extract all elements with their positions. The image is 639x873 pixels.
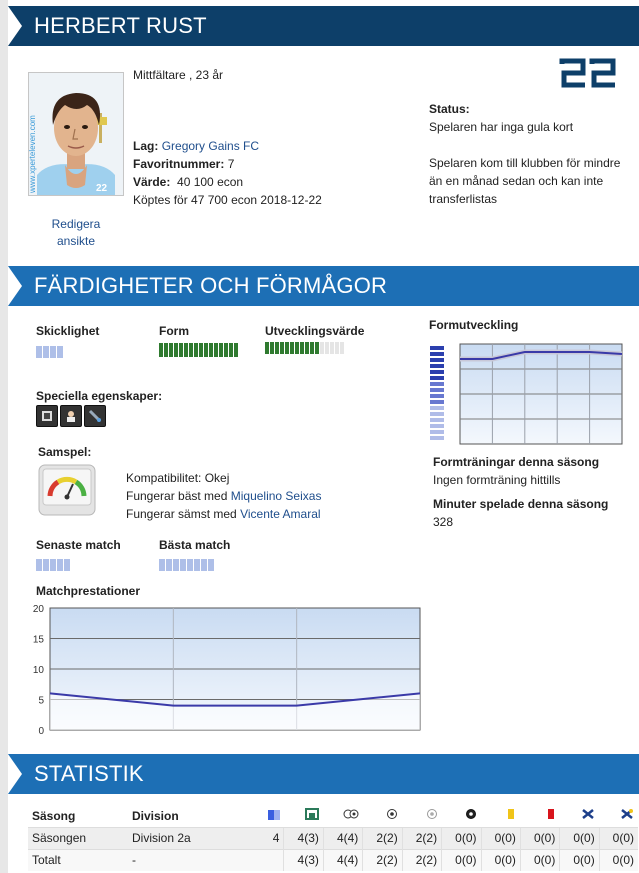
special-trait-icon-3[interactable] (84, 405, 106, 427)
player-number-icon (558, 56, 620, 93)
best-with-player-link[interactable]: Miquelino Seixas (230, 489, 322, 503)
y-tick-label: 0 (38, 726, 44, 737)
level-segment (36, 346, 42, 358)
status-line-2: Spelaren kom till klubben för mindre än en månad sedan och kan inte transferlistas (429, 156, 621, 206)
special-icons (36, 405, 106, 427)
stat-cell: 4(3) (284, 849, 323, 871)
utveckling-label: Utvecklingsvärde (265, 324, 365, 338)
stats-header-row (28, 805, 638, 827)
special-trait-icon-2[interactable] (60, 405, 82, 427)
col-two-balls-icon (323, 805, 362, 827)
player-page (8, 4, 639, 873)
level-segment (179, 343, 183, 357)
stat-cell: 4 (258, 827, 284, 849)
status-line-1: Spelaren har inga gula kort (429, 120, 574, 134)
form-level-segment (430, 376, 444, 380)
y-tick-label: 20 (32, 604, 44, 615)
col-division: Division (132, 808, 179, 823)
status-label: Status: (429, 102, 470, 116)
stat-cell: 0(0) (481, 827, 520, 849)
level-segment (166, 559, 172, 571)
stat-cell (258, 849, 284, 871)
stat-cell: 0(0) (520, 827, 559, 849)
fav-value: 7 (227, 157, 235, 171)
stat-cell: 0(0) (599, 827, 638, 849)
level-segment (325, 342, 329, 354)
level-segment (204, 343, 208, 357)
form-level-segment (430, 418, 444, 422)
skicklighet-label: Skicklighet (36, 324, 100, 338)
level-segment (169, 343, 173, 357)
form-level-segment (430, 352, 444, 356)
level-segment (295, 342, 299, 354)
level-segment (57, 346, 63, 358)
form-level-segment (430, 346, 444, 350)
value-label: Värde: (133, 175, 171, 189)
team-row (133, 137, 322, 155)
level-segment (189, 343, 193, 357)
stat-cell: 4(4) (323, 849, 362, 871)
form-level-segment (430, 412, 444, 416)
col-ball-light-icon (402, 805, 441, 827)
stat-cell: 2(2) (402, 849, 441, 871)
level-segment (64, 559, 70, 571)
level-segment (315, 342, 319, 354)
level-segment (36, 559, 42, 571)
division-cell: - (128, 849, 258, 871)
stats-table (28, 805, 638, 871)
fav-label: Favoritnummer: (133, 157, 225, 171)
level-segment (290, 342, 294, 354)
y-tick-label: 10 (32, 665, 44, 676)
samspel-label: Samspel: (38, 445, 92, 459)
minutes-label: Minuter spelade denna säsong (433, 497, 609, 511)
level-segment (201, 559, 207, 571)
skills-title: FÄRDIGHETER OCH FÖRMÅGOR (34, 273, 388, 298)
stat-cell: 2(2) (363, 827, 402, 849)
col-season: Säsong (32, 808, 76, 823)
level-segment (330, 342, 334, 354)
level-segment (280, 342, 284, 354)
level-segment (310, 342, 314, 354)
compatibility-gauge-icon (38, 464, 96, 519)
col-ball-icon (363, 805, 402, 827)
level-segment (50, 346, 56, 358)
role-age: Mittfältare , 23 år (133, 68, 224, 82)
level-segment (214, 343, 218, 357)
level-segment (184, 343, 188, 357)
col-ball-dark-icon (442, 805, 481, 827)
form-level-segment (430, 400, 444, 404)
best-match-label: Bästa match (159, 538, 231, 552)
last-match-bar (36, 557, 70, 571)
stat-cell: 0(0) (520, 849, 559, 871)
edit-face-link[interactable]: Redigera ansikte (51, 217, 101, 248)
value-row (133, 173, 322, 191)
player-header (8, 6, 639, 46)
form-level-segment (430, 406, 444, 410)
formtrain-label: Formträningar denna säsong (433, 455, 600, 469)
minutes-value: 328 (433, 515, 454, 529)
skills-header (8, 266, 639, 306)
samspel-info (126, 469, 321, 523)
compatibility-text: Kompatibilitet: Okej (126, 471, 230, 485)
division-cell: Division 2a (128, 827, 258, 849)
player-name: HERBERT RUST (34, 13, 207, 38)
col-red-card-icon (520, 805, 559, 827)
form-level-segment (430, 358, 444, 362)
form-level-segment (430, 388, 444, 392)
form-development-chart (428, 340, 624, 448)
stat-cell: 0(0) (560, 849, 599, 871)
utveckling-bar (265, 340, 344, 354)
table-row (28, 827, 638, 849)
col-games-icon (258, 805, 284, 827)
stat-cell: 4(3) (284, 827, 323, 849)
special-label: Speciella egenskaper: (36, 389, 163, 403)
form-level-segment (430, 382, 444, 386)
level-segment (57, 559, 63, 571)
team-label: Lag: (133, 139, 159, 153)
level-segment (229, 343, 233, 357)
col-cross-icon (560, 805, 599, 827)
level-segment (335, 342, 339, 354)
status-block (429, 100, 629, 208)
level-segment (300, 342, 304, 354)
match-performance-chart (22, 602, 422, 736)
level-segment (187, 559, 193, 571)
stats-header (8, 754, 639, 794)
table-row (28, 849, 638, 871)
stat-cell: 4(4) (323, 827, 362, 849)
season-cell: Säsongen (28, 827, 128, 849)
fav-row (133, 155, 322, 173)
formtrain-value: Ingen formträning hittills (433, 473, 561, 487)
header-notch-icon (8, 754, 30, 794)
level-segment (305, 342, 309, 354)
form-level-segment (430, 394, 444, 398)
level-segment (275, 342, 279, 354)
level-segment (219, 343, 223, 357)
col-cross-star-icon (599, 805, 638, 827)
form-level-segment (430, 436, 444, 440)
level-segment (340, 342, 344, 354)
level-segment (173, 559, 179, 571)
level-segment (50, 559, 56, 571)
stat-cell: 0(0) (599, 849, 638, 871)
y-tick-label: 5 (38, 695, 44, 707)
form-label: Form (159, 324, 189, 338)
level-segment (285, 342, 289, 354)
player-info (133, 137, 322, 209)
header-notch-icon (8, 266, 30, 306)
level-segment (159, 559, 165, 571)
matchprest-label: Matchprestationer (36, 584, 141, 598)
stat-cell: 2(2) (363, 849, 402, 871)
level-segment (194, 559, 200, 571)
level-segment (199, 343, 203, 357)
level-segment (234, 343, 238, 357)
form-level-segment (430, 424, 444, 428)
level-segment (265, 342, 269, 354)
col-goal-icon (284, 805, 323, 827)
special-trait-icon-1[interactable] (36, 405, 58, 427)
skicklighet-bar (36, 344, 63, 358)
stat-cell: 2(2) (402, 827, 441, 849)
level-segment (224, 343, 228, 357)
stats-title: STATISTIK (34, 761, 144, 786)
form-level-segment (430, 430, 444, 434)
level-segment (43, 346, 49, 358)
level-segment (209, 343, 213, 357)
season-cell: Totalt (28, 849, 128, 871)
level-segment (180, 559, 186, 571)
last-match-label: Senaste match (36, 538, 121, 552)
header-notch-icon (8, 6, 30, 46)
team-link[interactable]: Gregory Gains FC (161, 139, 260, 153)
y-tick-label: 15 (32, 634, 44, 646)
best-with-label: Fungerar bäst med (126, 489, 228, 503)
level-segment (194, 343, 198, 357)
player-portrait[interactable] (28, 72, 124, 196)
worst-with-row (126, 505, 321, 523)
level-segment (174, 343, 178, 357)
portrait-watermark: www.xperteleven.com (28, 115, 37, 193)
level-segment (320, 342, 324, 354)
left-edge (0, 0, 8, 873)
level-segment (270, 342, 274, 354)
stat-cell: 0(0) (560, 827, 599, 849)
stat-cell: 0(0) (442, 827, 481, 849)
form-level-segment (430, 364, 444, 368)
best-with-row (126, 487, 321, 505)
level-segment (208, 559, 214, 571)
formutv-label: Formutveckling (429, 318, 519, 332)
stat-cell: 0(0) (481, 849, 520, 871)
form-bar (159, 342, 238, 357)
shirt-number: 22 (96, 183, 108, 194)
worst-with-label: Fungerar sämst med (126, 507, 237, 521)
level-segment (164, 343, 168, 357)
level-segment (43, 559, 49, 571)
worst-with-player-link[interactable]: Vicente Amaral (240, 507, 321, 521)
best-match-bar (159, 557, 214, 571)
level-segment (159, 343, 163, 357)
form-level-segment (430, 370, 444, 374)
stat-cell: 0(0) (442, 849, 481, 871)
bought-row: Köptes för 47 700 econ 2018-12-22 (133, 193, 322, 207)
col-yellow-card-icon (481, 805, 520, 827)
value-amount: 40 100 econ (177, 175, 244, 189)
